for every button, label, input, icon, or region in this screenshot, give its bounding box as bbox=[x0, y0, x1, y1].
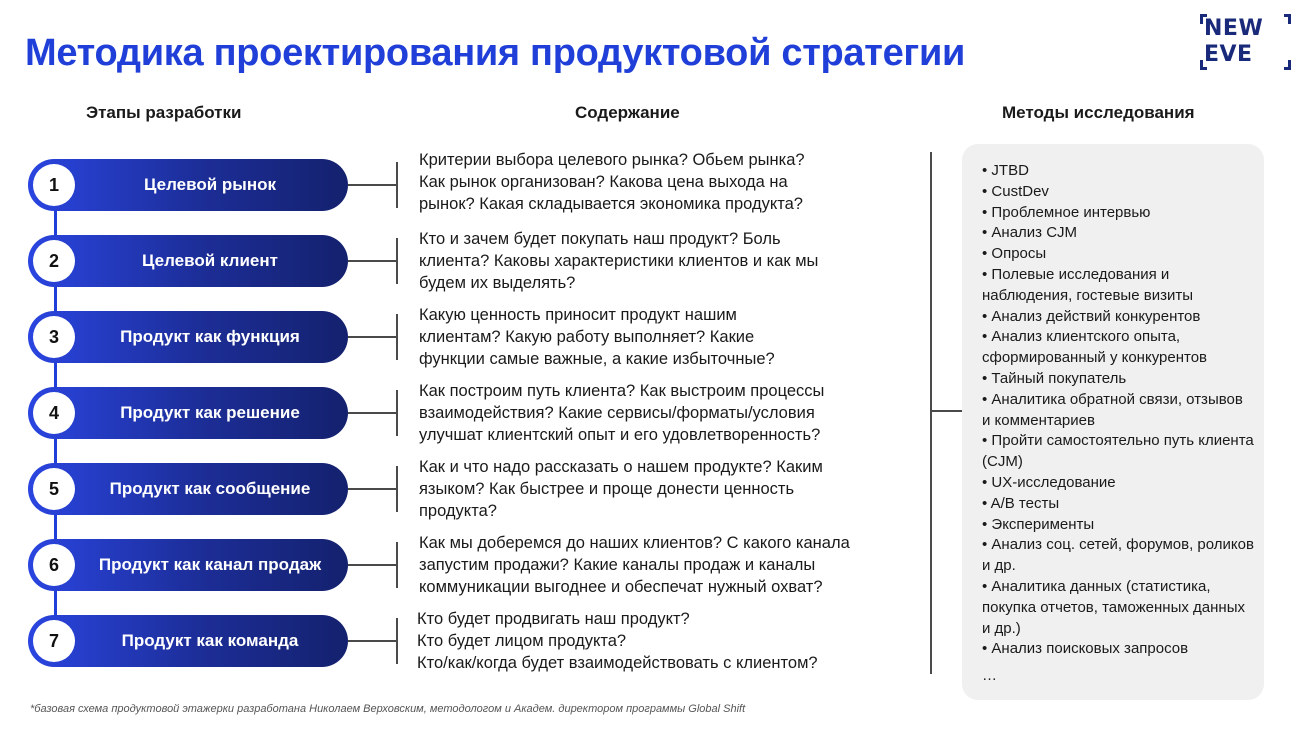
stage-number: 7 bbox=[33, 620, 75, 662]
page-title: Методика проектирования продуктовой стратегии bbox=[25, 32, 966, 74]
method-item: • Аналитика обратной связи, отзывов и комментариев bbox=[982, 390, 1243, 429]
stage-label: Продукт как функция bbox=[120, 327, 300, 346]
stage-content-1 bbox=[419, 149, 919, 215]
methods-bracket bbox=[930, 152, 932, 674]
stage-number: 4 bbox=[33, 392, 75, 434]
stage-content-5 bbox=[419, 456, 919, 522]
stage-content-6 bbox=[419, 532, 919, 598]
stage-1 bbox=[28, 159, 348, 211]
content-line: Как построим путь клиента? Как выстроим процессы bbox=[419, 382, 825, 400]
content-line: будем их выделять? bbox=[419, 274, 576, 292]
brand-logo bbox=[1200, 14, 1291, 70]
content-line: Какую ценность приносит продукт нашим bbox=[419, 306, 737, 324]
content-line: Кто будет продвигать наш продукт? bbox=[417, 610, 690, 628]
method-item: • Тайный покупатель bbox=[982, 369, 1127, 387]
column-header-methods: Методы исследования bbox=[1002, 103, 1195, 122]
content-line: продукта? bbox=[419, 502, 497, 520]
method-item: • Анализ поисковых запросов bbox=[982, 640, 1189, 658]
method-item: • Анализ клиентского опыта, сформированный у конкурентов bbox=[982, 328, 1208, 367]
connector-line bbox=[348, 412, 396, 414]
method-item: • Анализ действий конкурентов bbox=[982, 307, 1201, 325]
content-bracket bbox=[396, 542, 398, 588]
stage-7 bbox=[28, 615, 348, 667]
method-item: • UX-исследование bbox=[982, 473, 1116, 491]
content-bracket bbox=[396, 238, 398, 284]
content-line: клиента? Каковы характеристики клиентов и как мы bbox=[419, 252, 819, 270]
stage-label: Продукт как сообщение bbox=[109, 479, 311, 498]
stage-content-7 bbox=[417, 608, 917, 674]
content-bracket bbox=[396, 618, 398, 664]
stage-content-2 bbox=[419, 228, 919, 294]
footnote: *базовая схема продуктовой этажерки разработана Николаем Верховским, методологом и Академ. директором программы Global Shift bbox=[30, 703, 746, 715]
stage-6 bbox=[28, 539, 348, 591]
stage-label: Целевой рынок bbox=[144, 175, 276, 194]
content-line: языком? Как быстрее и проще донести ценность bbox=[419, 480, 795, 498]
content-line: Как мы доберемся до наших клиентов? С какого канала bbox=[419, 534, 850, 552]
content-line: запустим продажи? Какие каналы продаж и каналы bbox=[419, 556, 816, 574]
content-line: коммуникации выгоднее и обеспечат нужный охват? bbox=[419, 578, 823, 596]
connector-line bbox=[348, 564, 396, 566]
method-item: • Проблемное интервью bbox=[982, 203, 1151, 221]
method-item: • JTBD bbox=[982, 162, 1029, 179]
stage-2 bbox=[28, 235, 348, 287]
logo-line-1: NEW bbox=[1204, 16, 1264, 41]
connector-line bbox=[348, 260, 396, 262]
method-item: • Эксперименты bbox=[982, 515, 1095, 533]
content-line: Критерии выбора целевого рынка? Обьем рынка? bbox=[419, 151, 805, 169]
content-line: клиентам? Какую работу выполняет? Какие bbox=[419, 328, 755, 346]
method-item: • Полевые исследования и наблюдения, гостевые визиты bbox=[982, 265, 1193, 304]
logo-line-2: EVE bbox=[1204, 42, 1253, 67]
connector-line bbox=[348, 184, 396, 186]
column-header-content: Содержание bbox=[575, 103, 680, 122]
method-item: • Анализ соц. сетей, форумов, роликов и др. bbox=[982, 536, 1254, 575]
content-bracket bbox=[396, 162, 398, 208]
content-line: Кто/как/когда будет взаимодействовать с клиентом? bbox=[417, 654, 818, 672]
stage-label: Продукт как решение bbox=[120, 403, 300, 422]
stage-number: 6 bbox=[33, 544, 75, 586]
content-bracket bbox=[396, 314, 398, 360]
content-line: функции самые важные, а какие избыточные? bbox=[419, 350, 775, 368]
stage-3 bbox=[28, 311, 348, 363]
method-item-ellipsis: … bbox=[982, 667, 997, 685]
content-bracket bbox=[396, 390, 398, 436]
stage-5 bbox=[28, 463, 348, 515]
content-line: Как и что надо рассказать о нашем продукте? Каким bbox=[419, 458, 823, 476]
stage-number: 3 bbox=[33, 316, 75, 358]
content-line: Кто будет лицом продукта? bbox=[417, 632, 627, 650]
stage-number: 5 bbox=[33, 468, 75, 510]
connector-line bbox=[348, 640, 396, 642]
content-line: Как рынок организован? Какова цена выхода на bbox=[419, 173, 788, 191]
stage-label: Продукт как канал продаж bbox=[98, 555, 322, 574]
stage-content-3 bbox=[419, 304, 919, 370]
column-header-stages: Этапы разработки bbox=[86, 103, 242, 122]
method-item: • Анализ CJM bbox=[982, 224, 1078, 242]
method-item: • Аналитика данных (статистика, покупка отчетов, таможенных данных и др.) bbox=[982, 577, 1245, 637]
content-line: Кто и зачем будет покупать наш продукт? Боль bbox=[419, 230, 781, 248]
method-item: • A/B тесты bbox=[982, 494, 1060, 512]
content-line: рынок? Какая складывается экономика продукта? bbox=[419, 195, 803, 213]
content-bracket bbox=[396, 466, 398, 512]
stage-label: Продукт как команда bbox=[121, 631, 299, 650]
method-item: • Опросы bbox=[982, 245, 1047, 263]
stage-number: 2 bbox=[33, 240, 75, 282]
methods-panel bbox=[962, 144, 1264, 700]
method-item: • CustDev bbox=[982, 182, 1049, 200]
methods-connector bbox=[932, 410, 962, 412]
connector-line bbox=[348, 336, 396, 338]
connector-line bbox=[348, 488, 396, 490]
content-line: взаимодействия? Какие сервисы/форматы/условия bbox=[419, 404, 815, 422]
stage-4 bbox=[28, 387, 348, 439]
stage-content-4 bbox=[419, 380, 919, 446]
stage-label: Целевой клиент bbox=[142, 251, 278, 270]
content-line: улучшат клиентский опыт и его удовлетворенность? bbox=[419, 426, 821, 444]
method-item: • Пройти самостоятельно путь клиента (CJM) bbox=[982, 432, 1254, 471]
stage-number: 1 bbox=[33, 164, 75, 206]
